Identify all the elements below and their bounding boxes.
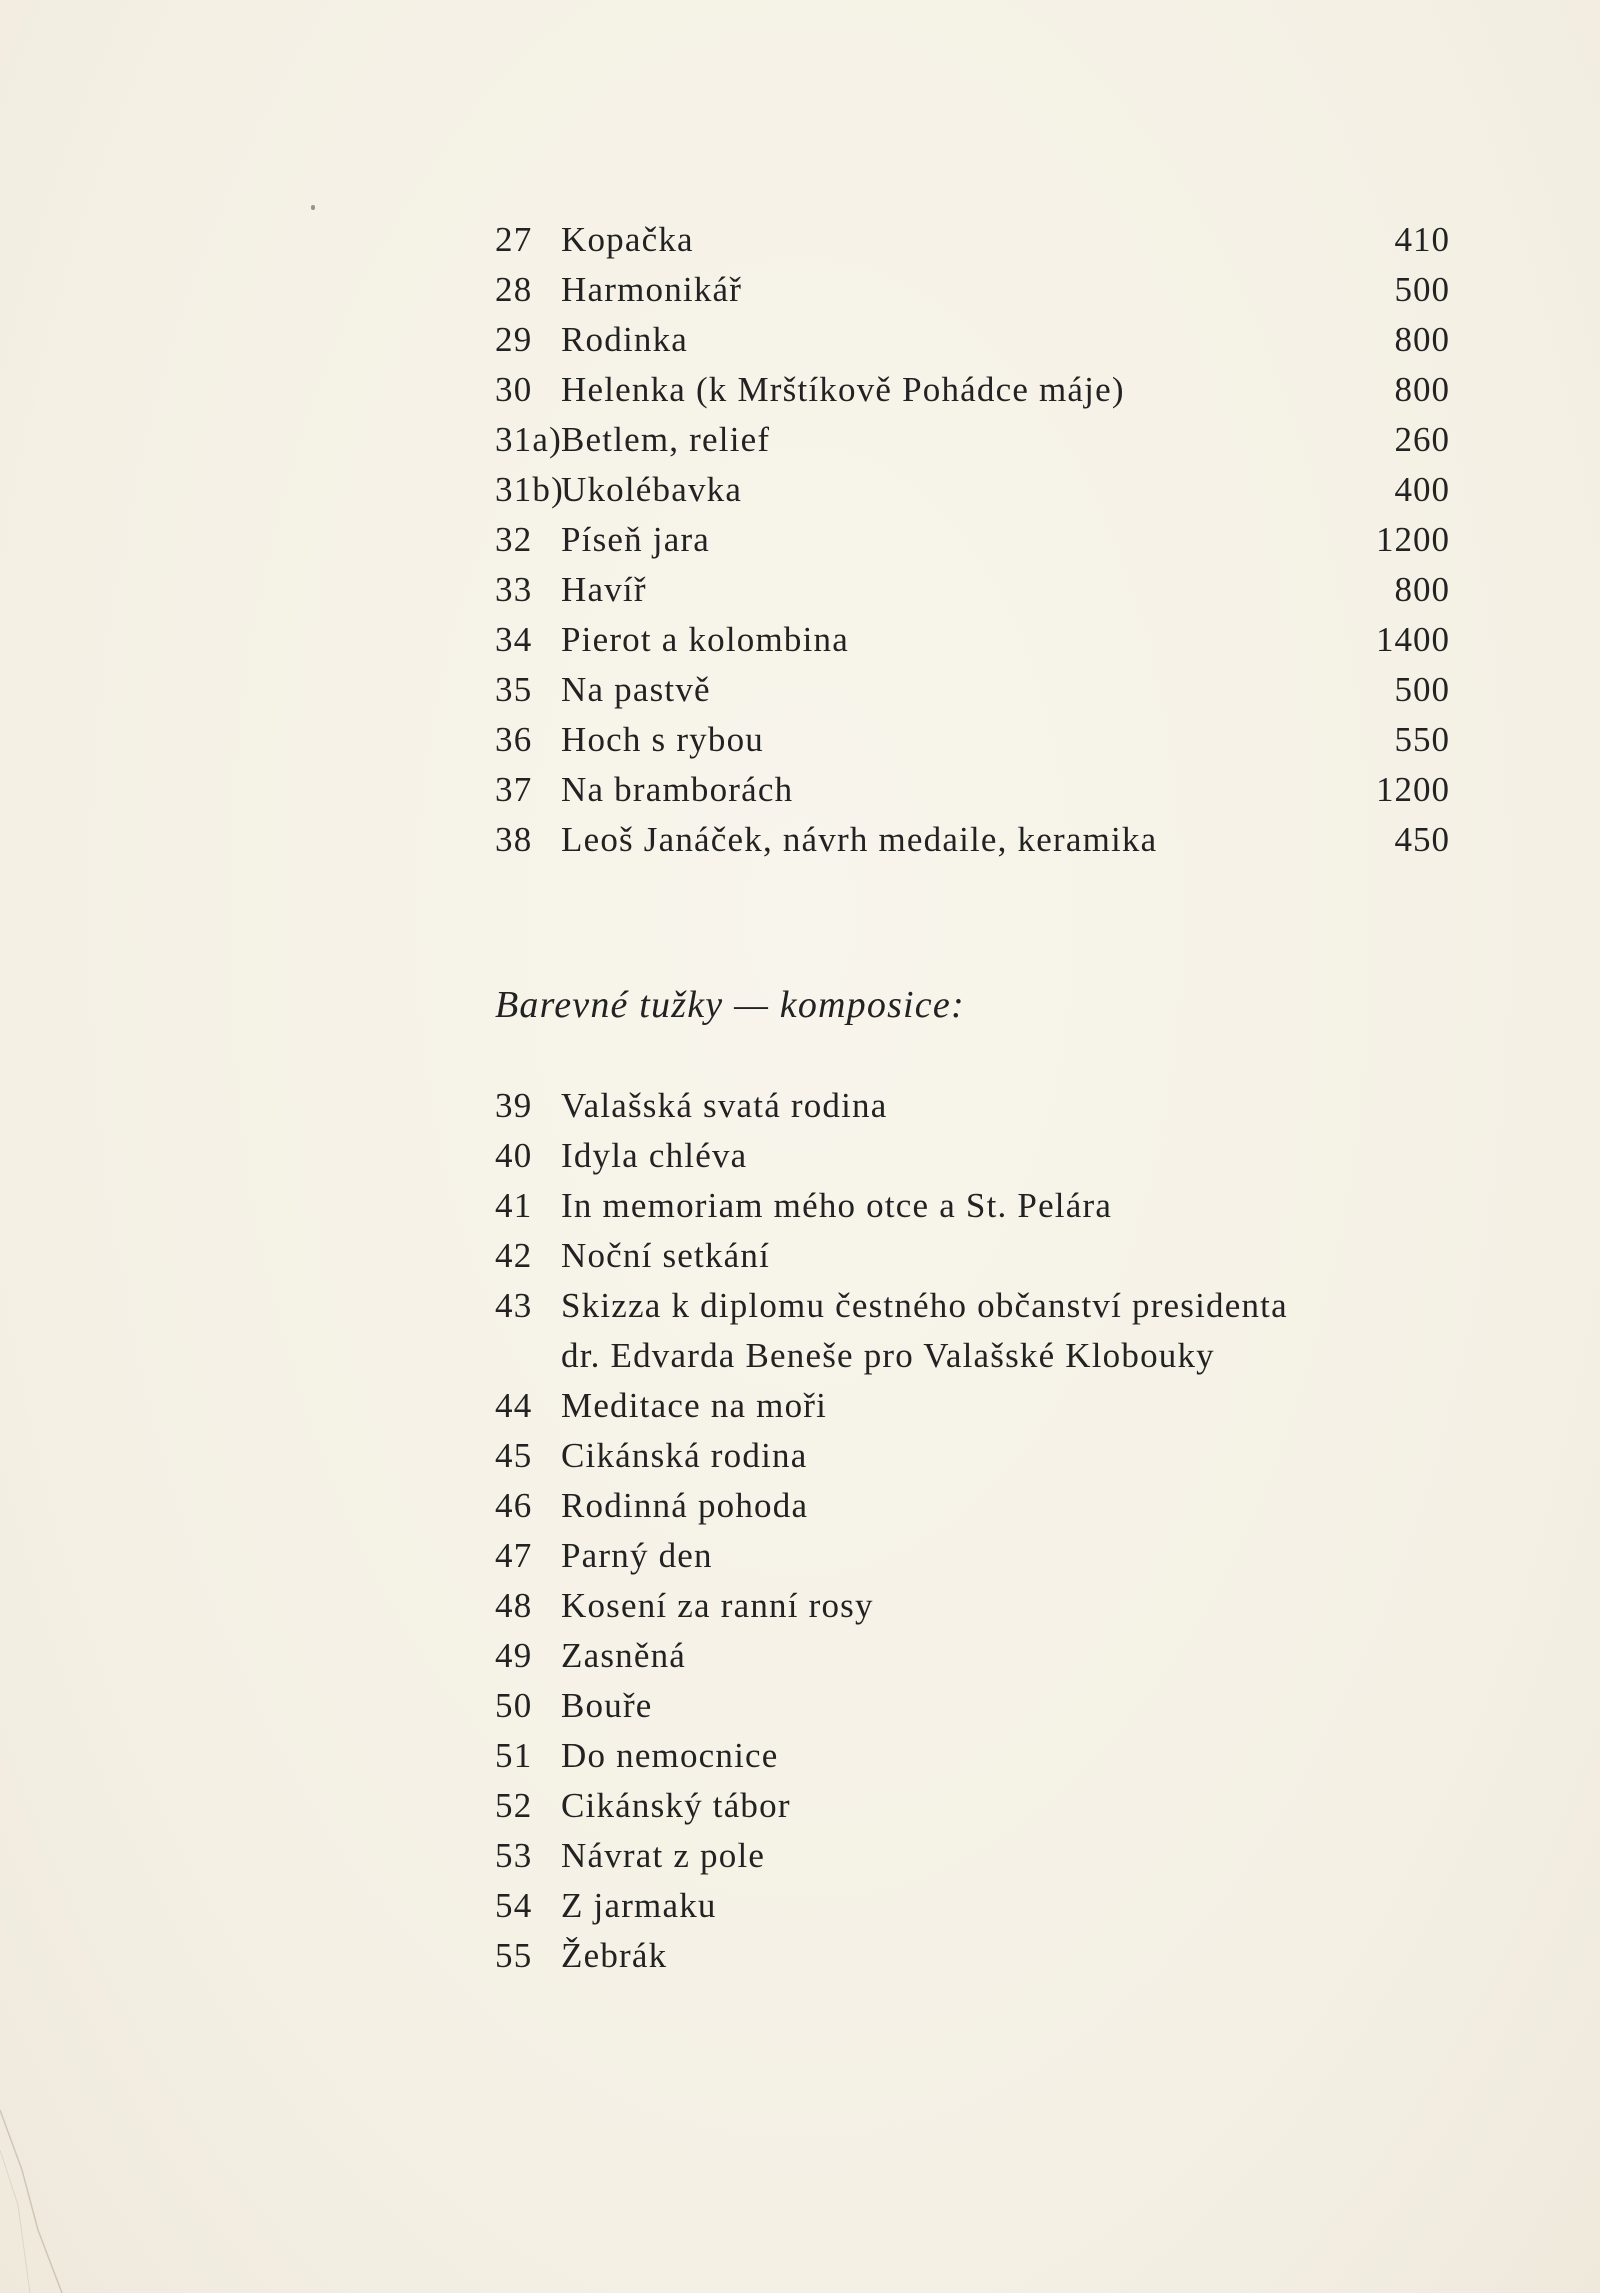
list-item	[495, 465, 1495, 515]
item-number: 27	[495, 220, 533, 259]
paper-corner-crease	[0, 2110, 70, 2293]
item-number: 31b)	[495, 470, 564, 509]
item-title: Leoš Janáček, návrh medaile, keramika	[561, 820, 1158, 859]
section-heading: Barevné tužky — komposice:	[495, 984, 965, 1026]
item-title: Kosení za ranní rosy	[561, 1586, 874, 1625]
list-item	[495, 765, 1495, 815]
item-price: 450	[1394, 820, 1450, 859]
item-number: 42	[495, 1236, 533, 1275]
list-item	[495, 615, 1495, 665]
item-title: Na bramborách	[561, 770, 794, 809]
list-item	[495, 1581, 1495, 1631]
item-title: Z jarmaku	[561, 1886, 717, 1925]
item-title: Rodinná pohoda	[561, 1486, 809, 1525]
item-title: Helenka (k Mrštíkově Pohádce máje)	[561, 370, 1125, 409]
item-title: Zasněná	[561, 1636, 687, 1675]
list-item	[495, 1831, 1495, 1881]
list-item	[495, 1731, 1495, 1781]
item-number: 52	[495, 1786, 533, 1825]
item-title: Noční setkání	[561, 1236, 771, 1275]
list-item	[495, 1681, 1495, 1731]
list-item	[495, 365, 1495, 415]
item-price: 260	[1394, 420, 1450, 459]
list-item	[495, 665, 1495, 715]
list-item	[495, 1081, 1495, 1131]
item-price: 500	[1394, 670, 1450, 709]
priced-works-list	[495, 215, 1495, 865]
item-title: Betlem, relief	[561, 420, 771, 459]
item-title: Valašská svatá rodina	[561, 1086, 888, 1125]
item-price: 800	[1394, 320, 1450, 359]
item-price: 1200	[1376, 770, 1450, 809]
item-number: 34	[495, 620, 533, 659]
item-price: 550	[1394, 720, 1450, 759]
item-number: 37	[495, 770, 533, 809]
item-title: Rodinka	[561, 320, 689, 359]
item-number: 41	[495, 1186, 533, 1225]
list-item-continuation	[495, 1331, 1495, 1381]
item-price: 800	[1394, 570, 1450, 609]
item-title: Návrat z pole	[561, 1836, 766, 1875]
item-number: 47	[495, 1536, 533, 1575]
item-title-continuation: dr. Edvarda Beneše pro Valašské Klobouky	[561, 1336, 1215, 1375]
list-item	[495, 1381, 1495, 1431]
colored-pencil-works-list	[495, 1081, 1495, 1981]
item-title: Kopačka	[561, 220, 694, 259]
item-number: 28	[495, 270, 533, 309]
item-number: 33	[495, 570, 533, 609]
list-item	[495, 1281, 1495, 1331]
list-item	[495, 1531, 1495, 1581]
item-number: 39	[495, 1086, 533, 1125]
item-title: Skizza k diplomu čestného občanství presidenta	[561, 1286, 1288, 1325]
list-item	[495, 815, 1495, 865]
item-price: 1200	[1376, 520, 1450, 559]
item-title: Cikánská rodina	[561, 1436, 808, 1475]
item-number: 32	[495, 520, 533, 559]
item-number: 43	[495, 1286, 533, 1325]
item-title: Hoch s rybou	[561, 720, 764, 759]
item-title: Parný den	[561, 1536, 713, 1575]
list-item	[495, 1431, 1495, 1481]
item-number: 50	[495, 1686, 533, 1725]
item-number: 54	[495, 1886, 533, 1925]
item-number: 36	[495, 720, 533, 759]
item-number: 35	[495, 670, 533, 709]
list-item	[495, 1631, 1495, 1681]
item-number: 46	[495, 1486, 533, 1525]
list-item	[495, 1231, 1495, 1281]
list-item	[495, 1481, 1495, 1531]
item-number: 44	[495, 1386, 533, 1425]
item-number: 55	[495, 1936, 533, 1975]
list-item	[495, 715, 1495, 765]
item-number: 48	[495, 1586, 533, 1625]
item-title: Havíř	[561, 570, 647, 609]
list-item	[495, 1131, 1495, 1181]
item-price: 400	[1394, 470, 1450, 509]
item-title: Na pastvě	[561, 670, 711, 709]
item-title: Do nemocnice	[561, 1736, 779, 1775]
paper-speck	[311, 205, 315, 210]
list-item	[495, 565, 1495, 615]
item-title: Píseň jara	[561, 520, 711, 559]
item-price: 500	[1394, 270, 1450, 309]
item-title: Idyla chléva	[561, 1136, 748, 1175]
item-price: 800	[1394, 370, 1450, 409]
item-number: 40	[495, 1136, 533, 1175]
list-item	[495, 1181, 1495, 1231]
item-number: 53	[495, 1836, 533, 1875]
item-title: Ukolébavka	[561, 470, 743, 509]
item-title: Cikánský tábor	[561, 1786, 791, 1825]
list-item	[495, 215, 1495, 265]
item-title: Pierot a kolombina	[561, 620, 849, 659]
item-number: 38	[495, 820, 533, 859]
item-number: 29	[495, 320, 533, 359]
item-title: Harmonikář	[561, 270, 743, 309]
item-number: 30	[495, 370, 533, 409]
item-number: 31a)	[495, 420, 562, 459]
item-title: In memoriam mého otce a St. Pelára	[561, 1186, 1113, 1225]
list-item	[495, 315, 1495, 365]
list-item	[495, 1881, 1495, 1931]
item-number: 45	[495, 1436, 533, 1475]
list-item	[495, 265, 1495, 315]
list-item	[495, 515, 1495, 565]
item-title: Meditace na moři	[561, 1386, 828, 1425]
item-number: 49	[495, 1636, 533, 1675]
list-item	[495, 415, 1495, 465]
item-price: 410	[1394, 220, 1450, 259]
list-item	[495, 1931, 1495, 1981]
item-number: 51	[495, 1736, 533, 1775]
item-price: 1400	[1376, 620, 1450, 659]
item-title: Bouře	[561, 1686, 653, 1725]
list-item	[495, 1781, 1495, 1831]
item-title: Žebrák	[561, 1936, 668, 1975]
